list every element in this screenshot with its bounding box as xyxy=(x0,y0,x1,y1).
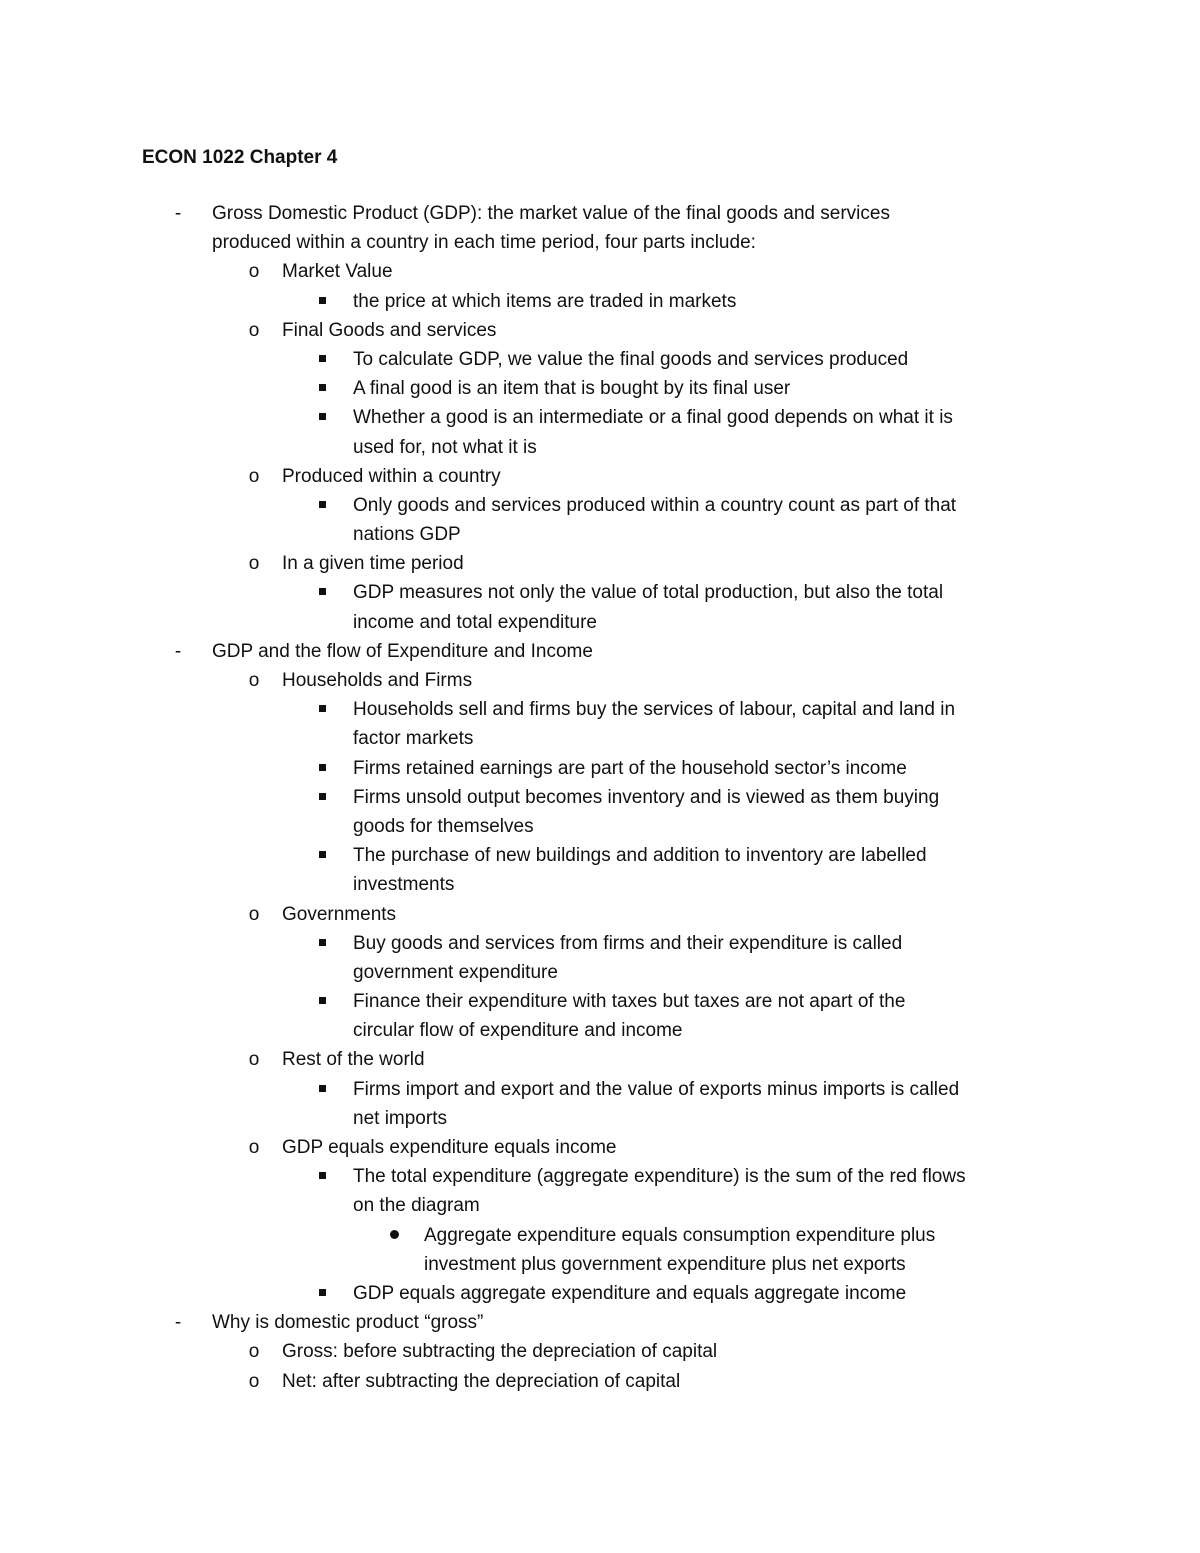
outline-line xyxy=(0,520,1200,549)
outline-line xyxy=(0,257,1200,286)
outline-line-text: nations GDP xyxy=(353,524,461,546)
outline-line-text: Why is domestic product “gross” xyxy=(212,1312,484,1334)
square-bullet-icon xyxy=(312,1279,332,1308)
outline-line xyxy=(0,549,1200,578)
outline-line xyxy=(0,1250,1200,1279)
outline-line xyxy=(0,1133,1200,1162)
outline-line xyxy=(0,1367,1200,1396)
outline-line xyxy=(0,1104,1200,1133)
outline-line-text: Households and Firms xyxy=(282,670,473,691)
circle-bullet-icon: o xyxy=(248,1341,260,1363)
outline-line-text: GDP and the flow of Expenditure and Income xyxy=(212,640,593,662)
outline-line xyxy=(0,666,1200,695)
outline-line xyxy=(0,287,1200,316)
outline-line xyxy=(0,316,1200,345)
circle-bullet-icon: o xyxy=(248,261,260,283)
outline-line xyxy=(0,462,1200,491)
circle-bullet-icon: o xyxy=(248,670,260,691)
outline-line xyxy=(0,1045,1200,1074)
square-bullet-icon xyxy=(312,578,332,607)
outline-line xyxy=(0,1016,1200,1045)
outline-line-text: Gross: before subtracting the depreciation of capital xyxy=(282,1341,718,1363)
outline-line-text: Finance their expenditure with taxes but taxes are not apart of the xyxy=(353,991,906,1013)
square-bullet-icon xyxy=(312,287,332,316)
outline-line-text: A final good is an item that is bought by its final user xyxy=(353,378,791,400)
dot-bullet-icon xyxy=(384,1221,404,1250)
outline-line xyxy=(0,1337,1200,1366)
square-bullet-icon xyxy=(312,374,332,403)
outline-line xyxy=(0,929,1200,958)
outline-line-text: goods for themselves xyxy=(353,815,534,837)
outline-line-text: net imports xyxy=(353,1107,447,1129)
outline-line xyxy=(0,870,1200,899)
outline-line xyxy=(0,1191,1200,1220)
circle-bullet-icon: o xyxy=(248,1137,260,1158)
outline-line xyxy=(0,403,1200,432)
outline-line xyxy=(0,637,1200,666)
outline-line xyxy=(0,695,1200,724)
outline-line xyxy=(0,724,1200,753)
outline-line xyxy=(0,900,1200,929)
outline-line-text: Whether a good is an intermediate or a final good depends on what it is xyxy=(353,407,953,429)
outline-line-text: Produced within a country xyxy=(282,465,501,487)
outline-line-text: the price at which items are traded in markets xyxy=(353,290,737,312)
outline-line xyxy=(0,374,1200,403)
outline-line xyxy=(0,1308,1200,1337)
square-bullet-icon xyxy=(312,403,332,432)
outline-line-text: income and total expenditure xyxy=(353,611,597,633)
outline-line-text: GDP equals aggregate expenditure and equals aggregate income xyxy=(353,1282,907,1304)
circle-bullet-icon: o xyxy=(248,465,260,487)
outline-line xyxy=(0,1162,1200,1191)
square-bullet-icon xyxy=(312,987,332,1016)
outline-line-text: The total expenditure (aggregate expenditure) is the sum of the red flows xyxy=(353,1166,966,1188)
square-bullet-icon xyxy=(312,929,332,958)
square-bullet-icon xyxy=(312,345,332,374)
dash-bullet-icon: - xyxy=(174,1312,182,1334)
outline-line xyxy=(0,578,1200,607)
square-bullet-icon xyxy=(312,841,332,870)
outline-line-text: Net: after subtracting the depreciation of capital xyxy=(282,1370,681,1392)
outline-list xyxy=(0,199,1200,1396)
outline-line xyxy=(0,958,1200,987)
square-bullet-icon xyxy=(312,1162,332,1191)
outline-line-text: investment plus government expenditure plus net exports xyxy=(424,1253,906,1275)
outline-line xyxy=(0,433,1200,462)
outline-line-text: Firms retained earnings are part of the household sector’s income xyxy=(353,757,907,779)
outline-line-text: Buy goods and services from firms and their expenditure is called xyxy=(353,932,903,954)
outline-line xyxy=(0,754,1200,783)
outline-line-text: Only goods and services produced within a country count as part of that xyxy=(353,494,957,516)
outline-line-text: Rest of the world xyxy=(282,1049,425,1071)
outline-line-text: circular flow of expenditure and income xyxy=(353,1020,683,1042)
outline-line-text: Market Value xyxy=(282,261,393,283)
square-bullet-icon xyxy=(312,1075,332,1104)
circle-bullet-icon: o xyxy=(248,903,260,925)
outline-line xyxy=(0,812,1200,841)
outline-line xyxy=(0,199,1200,228)
outline-line-text: factor markets xyxy=(353,728,474,750)
outline-line-text: In a given time period xyxy=(282,553,464,575)
outline-line-text: on the diagram xyxy=(353,1195,480,1217)
square-bullet-icon xyxy=(312,695,332,724)
outline-line xyxy=(0,1279,1200,1308)
document-title: ECON 1022 Chapter 4 xyxy=(142,147,338,168)
circle-bullet-icon: o xyxy=(248,1049,260,1071)
square-bullet-icon xyxy=(312,491,332,520)
outline-line-text: Households sell and firms buy the services of labour, capital and land in xyxy=(353,699,956,721)
outline-line xyxy=(0,228,1200,257)
dash-bullet-icon: - xyxy=(174,640,182,662)
dash-bullet-icon: - xyxy=(174,203,182,224)
outline-line xyxy=(0,1075,1200,1104)
outline-line-text: produced within a country in each time period, four parts include: xyxy=(212,232,756,254)
circle-bullet-icon: o xyxy=(248,1370,260,1392)
outline-line xyxy=(0,987,1200,1016)
outline-line-text: investments xyxy=(353,874,455,896)
outline-line xyxy=(0,783,1200,812)
outline-line-text: Firms import and export and the value of exports minus imports is called xyxy=(353,1078,960,1100)
outline-line-text: Final Goods and services xyxy=(282,319,497,341)
outline-line-text: Governments xyxy=(282,903,397,925)
outline-line-text: To calculate GDP, we value the final goods and services produced xyxy=(353,348,909,370)
outline-line-text: GDP measures not only the value of total production, but also the total xyxy=(353,582,944,604)
outline-line-text: Firms unsold output becomes inventory and is viewed as them buying xyxy=(353,786,940,808)
square-bullet-icon xyxy=(312,754,332,783)
outline-line-text: Gross Domestic Product (GDP): the market value of the final goods and services xyxy=(212,203,890,224)
circle-bullet-icon: o xyxy=(248,319,260,341)
outline-line xyxy=(0,345,1200,374)
outline-line xyxy=(0,491,1200,520)
outline-line-text: Aggregate expenditure equals consumption expenditure plus xyxy=(424,1224,936,1246)
outline-line xyxy=(0,1221,1200,1250)
outline-line-text: The purchase of new buildings and addition to inventory are labelled xyxy=(353,845,927,867)
outline-line-text: used for, not what it is xyxy=(353,436,537,458)
outline-line xyxy=(0,841,1200,870)
circle-bullet-icon: o xyxy=(248,553,260,575)
outline-line-text: government expenditure xyxy=(353,961,558,983)
outline-line-text: GDP equals expenditure equals income xyxy=(282,1137,617,1158)
outline-line xyxy=(0,608,1200,637)
square-bullet-icon xyxy=(312,783,332,812)
